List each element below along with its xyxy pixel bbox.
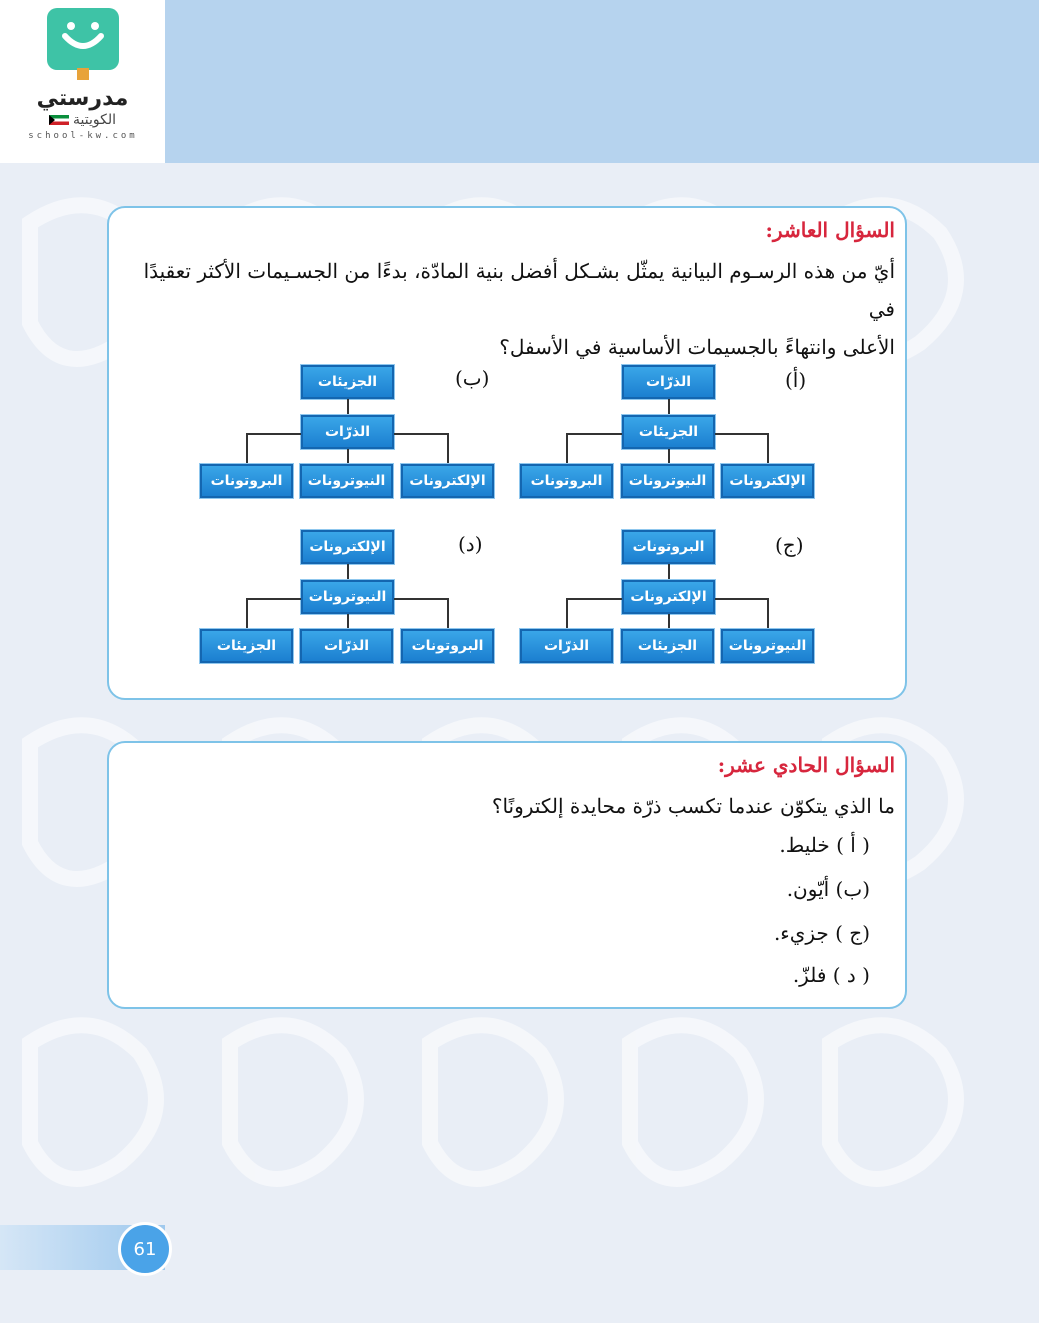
diagram-box: النيوترونات — [300, 464, 393, 498]
diagram-box: الذرّات — [520, 629, 613, 663]
choice-a[interactable]: ( أ ) خليط. — [779, 833, 870, 857]
diagram-box: الجزيئات — [622, 415, 715, 449]
logo — [0, 0, 165, 163]
kuwait-flag-icon — [49, 115, 69, 125]
question-10-card — [107, 206, 907, 700]
option-label: (ب) — [455, 366, 490, 390]
diagram-box: البروتونات — [520, 464, 613, 498]
header-band — [165, 0, 1039, 163]
logo-url: school-kw.com — [28, 131, 138, 141]
logo-subtitle: الكويتية — [20, 112, 145, 128]
question-10-text: أيّ من هذه الرسـوم البيانية يمثّل بشـكل أفضل بنية المادّة، بدءًا من الجسـيمات الأكثر تعقيدًا في الأعلى وانتهاءً بالجسيمات الأساسية في الأسفل؟ — [143, 259, 895, 359]
logo-title: مدرستي — [36, 86, 129, 111]
diagram-box: البروتونات — [200, 464, 293, 498]
diagram-box: الجزيئات — [621, 629, 714, 663]
diagram-box: النيوترونات — [721, 629, 814, 663]
option-label: (ج) — [775, 533, 804, 557]
diagram-box: الذرّات — [300, 629, 393, 663]
choice-c[interactable]: (ج ) جزيء. — [773, 921, 870, 945]
choice-d[interactable]: ( د ) فلزّ. — [792, 963, 870, 987]
diagram-box: الإلكترونات — [301, 530, 394, 564]
diagram-box: الذرّات — [622, 365, 715, 399]
diagram-box: النيوترونات — [301, 580, 394, 614]
logo-mark-icon — [47, 8, 119, 70]
diagram-box: الذرّات — [301, 415, 394, 449]
option-label: (د) — [458, 532, 483, 556]
choice-b[interactable]: (ب) أيّون. — [786, 877, 870, 901]
diagram-box: الإلكترونات — [622, 580, 715, 614]
question-11-title: السؤال الحادي عشر: — [717, 753, 895, 777]
question-11-card — [107, 741, 907, 1009]
diagram-box: الإلكترونات — [721, 464, 814, 498]
page-number: 61 — [118, 1222, 172, 1276]
diagram-box: البروتونات — [622, 530, 715, 564]
diagram-box: الجزيئات — [301, 365, 394, 399]
option-label: (أ) — [785, 368, 807, 392]
diagram-box: الجزيئات — [200, 629, 293, 663]
diagram-box: البروتونات — [401, 629, 494, 663]
question-10-title: السؤال العاشر: — [765, 218, 895, 242]
question-11-text: ما الذي يتكوّن عندما تكسب ذرّة محايدة إلكترونًا؟ — [491, 794, 895, 818]
diagram-box: النيوترونات — [621, 464, 714, 498]
diagram-box: الإلكترونات — [401, 464, 494, 498]
